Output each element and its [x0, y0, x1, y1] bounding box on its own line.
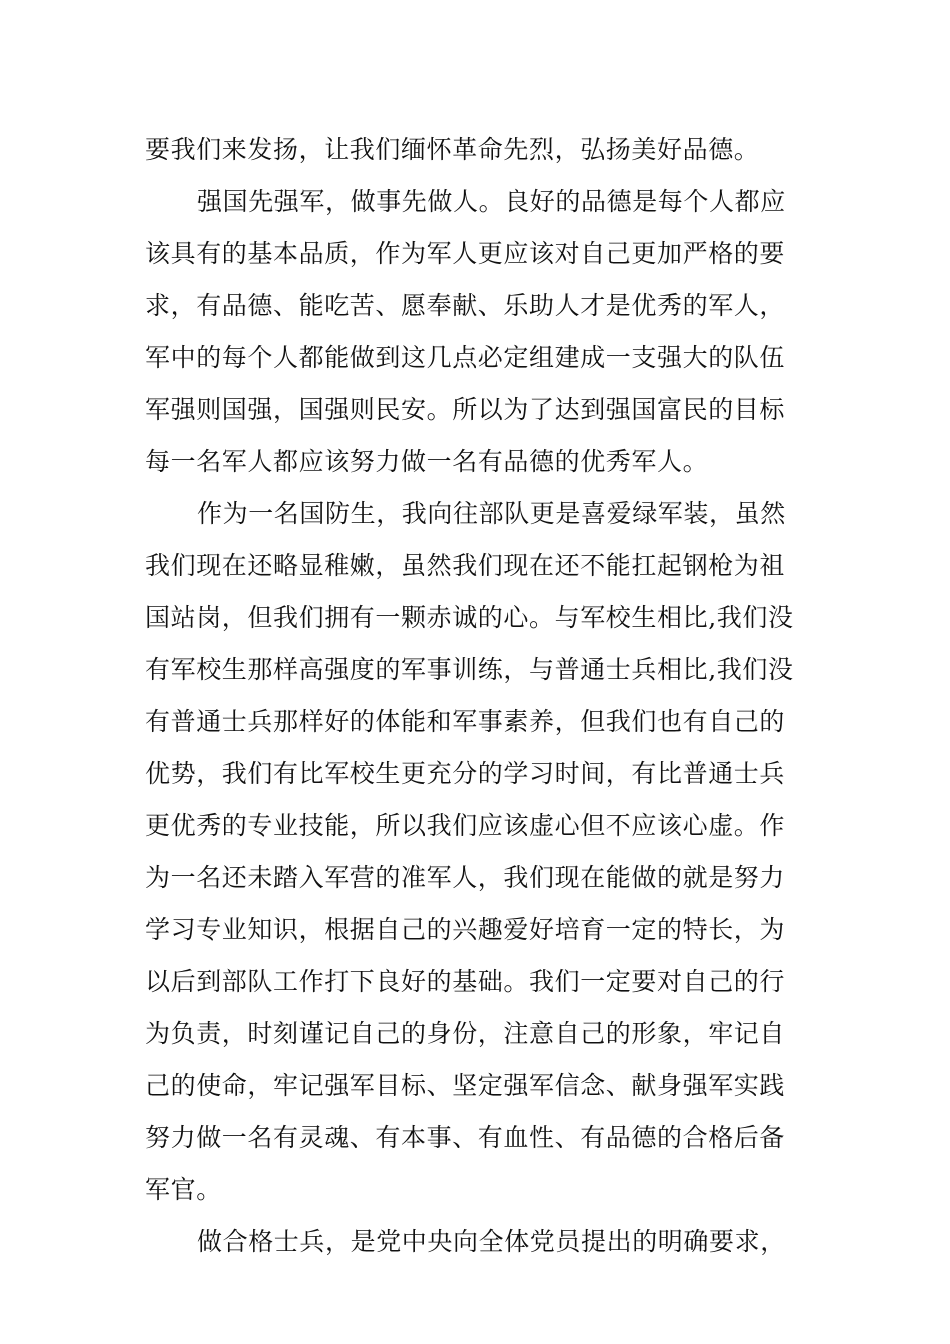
- text-line: 为负责，时刻谨记自己的身份，注意自己的形象，牢记自: [145, 1019, 786, 1048]
- text-line: 我们现在还略显稚嫩，虽然我们现在还不能扛起钢枪为祖: [145, 551, 786, 580]
- text-line: 要我们来发扬，让我们缅怀革命先烈，弘扬美好品德。: [145, 135, 760, 164]
- text-line: 有军校生那样高强度的军事训练，与普通士兵相比,我们没: [145, 655, 794, 684]
- text-line: 更优秀的专业技能，所以我们应该虚心但不应该心虚。作: [145, 811, 786, 840]
- text-line: 作为一名国防生，我向往部队更是喜爱绿军装，虽然: [197, 499, 786, 528]
- text-line: 军强则国强，国强则民安。所以为了达到强国富民的目标: [145, 395, 786, 424]
- text-line: 每一名军人都应该努力做一名有品德的优秀军人。: [145, 447, 709, 476]
- text-line: 努力做一名有灵魂、有本事、有血性、有品德的合格后备: [145, 1123, 786, 1152]
- text-line: 己的使命，牢记强军目标、坚定强军信念、献身强军实践: [145, 1071, 786, 1100]
- text-line: 有普通士兵那样好的体能和军事素养，但我们也有自己的: [145, 707, 786, 736]
- text-line: 做合格士兵，是党中央向全体党员提出的明确要求，: [197, 1227, 786, 1256]
- text-line: 该具有的基本品质，作为军人更应该对自己更加严格的要: [145, 239, 786, 268]
- text-line: 军官。: [145, 1175, 222, 1204]
- text-line: 强国先强军，做事先做人。良好的品德是每个人都应: [197, 187, 786, 216]
- document-body: [145, 124, 815, 1268]
- text-line: 为一名还未踏入军营的准军人，我们现在能做的就是努力: [145, 863, 786, 892]
- text-line: 军中的每个人都能做到这几点必定组建成一支强大的队伍: [145, 343, 786, 372]
- text-line: 优势，我们有比军校生更充分的学习时间，有比普通士兵: [145, 759, 786, 788]
- text-line: 以后到部队工作打下良好的基础。我们一定要对自己的行: [145, 967, 786, 996]
- text-line: 学习专业知识，根据自己的兴趣爱好培育一定的特长，为: [145, 915, 786, 944]
- text-line: 国站岗，但我们拥有一颗赤诚的心。与军校生相比,我们没: [145, 603, 794, 632]
- text-line: 求，有品德、能吃苦、愿奉献、乐助人才是优秀的军人，: [145, 291, 786, 320]
